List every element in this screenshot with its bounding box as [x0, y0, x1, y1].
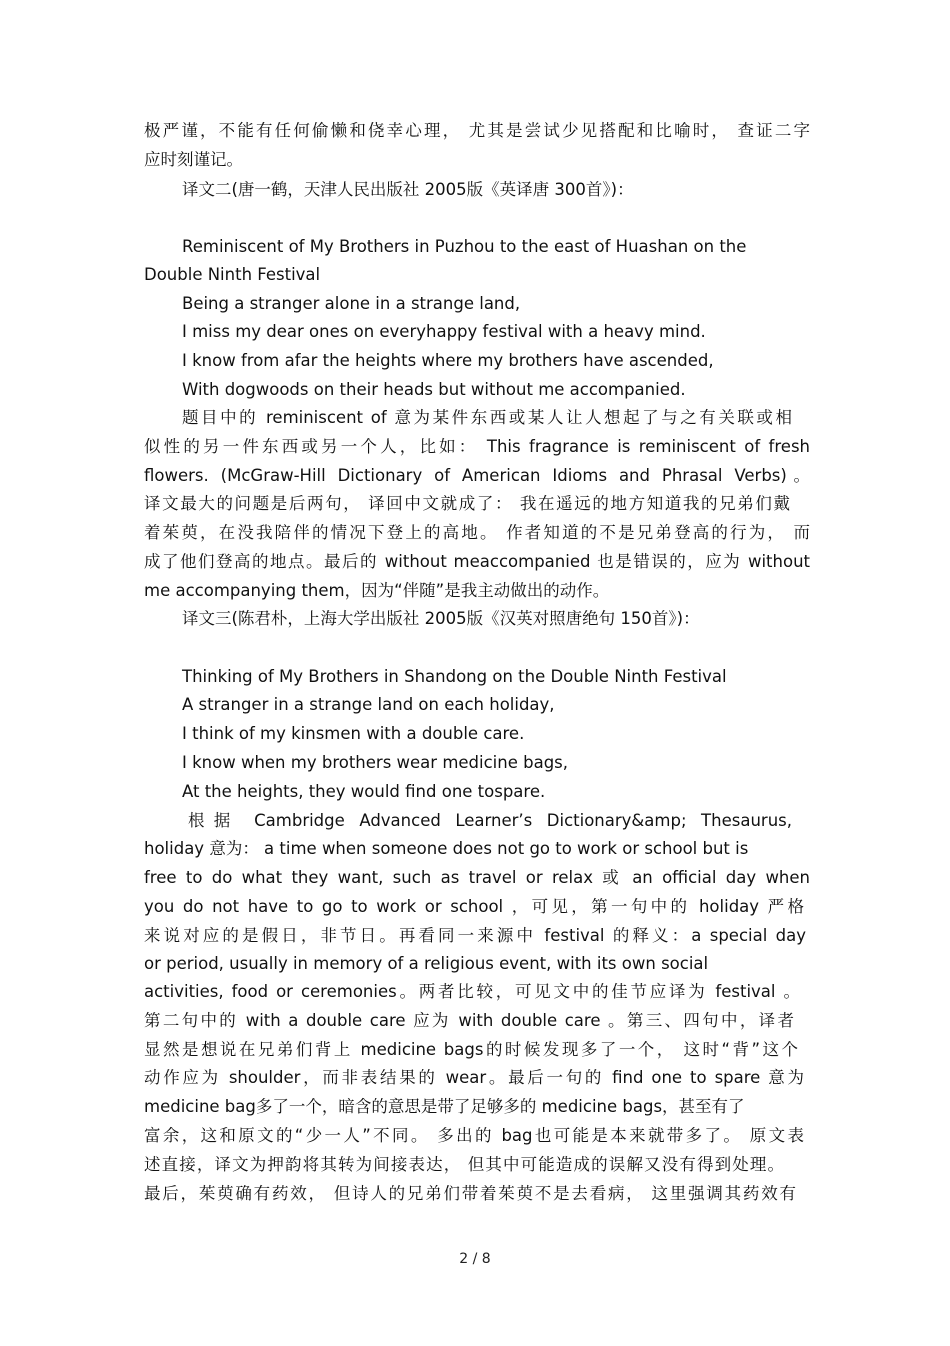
text-line: you do not have to go to work or school ，可见，第一句中的 holiday 严格 [144, 897, 804, 916]
text-line: flowers. (McGraw-Hill Dictionary of American Idioms and Phrasal Verbs)。 [144, 466, 810, 485]
text-line: 应时刻谨记。 [144, 150, 243, 169]
text-line: or period, usually in memory of a religious event, with its own social [144, 954, 709, 973]
page-number: 2 / 8 [459, 1251, 491, 1267]
poem-line: I know when my brothers wear medicine bags, [182, 753, 569, 772]
text-line: 显然是想说在兄弟们背上 medicine bags的时候发现多了一个， 这时“背”这个 [144, 1040, 798, 1059]
translation-heading: 译文三(陈君朴，上海大学出版社 2005版《汉英对照唐绝句 150首》)： [182, 609, 700, 628]
text-line: 来说对应的是假日，非节日。再看同一来源中 festival 的释义：a special day [144, 926, 806, 945]
text-line: 译文最大的问题是后两句， 译回中文就成了： 我在遥远的地方知道我的兄弟们戴 [144, 494, 790, 513]
poem-line: I know from afar the heights where my brothers have ascended, [182, 351, 714, 370]
text-line: 述直接，译文为押韵将其转为间接表达， 但其中可能造成的误解又没有得到处理。 [144, 1155, 784, 1174]
text-line: 似性的另一件东西或另一个人，比如： This fragrance is reminiscent of fresh [144, 437, 810, 456]
text-line: 根据 Cambridge Advanced Learner’s Dictionary&amp; Thesaurus, [188, 811, 792, 830]
poem-line: A stranger in a strange land on each holiday, [182, 695, 555, 714]
text-line: 着茱萸，在没我陪伴的情况下登上的高地。 作者知道的不是兄弟登高的行为， 而 [144, 523, 810, 542]
text-line: 第二句中的 with a double care 应为 with double care 。第三、四句中，译者 [144, 1011, 794, 1030]
text-line: 富余，这和原文的“少一人”不同。 多出的 bag也可能是本来就带多了。 原文表 [144, 1126, 804, 1145]
text-line: 极严谨，不能有任何偷懒和侥幸心理， 尤其是尝试少见搭配和比喻时， 查证二字 [144, 121, 810, 140]
text-line: 动作应为 shoulder，而非表结果的 wear。最后一句的 find one to spare 意为 [144, 1068, 804, 1087]
text-line: medicine bag多了一个，暗含的意思是带了足够多的 medicine bags，甚至有了 [144, 1097, 745, 1116]
text-line: 成了他们登高的地点。最后的 without meaccompanied 也是错误的，应为 without [144, 552, 810, 571]
text-line: activities, food or ceremonies。两者比较，可见文中的佳节应译为 festival 。 [144, 982, 800, 1001]
poem-title-cont: Double Ninth Festival [144, 265, 321, 284]
text-line: 题目中的 reminiscent of 意为某件东西或某人让人想起了与之有关联或相 [182, 408, 792, 427]
poem-title: Reminiscent of My Brothers in Puzhou to the east of Huashan on the [182, 237, 747, 256]
poem-line: At the heights, they would find one tospare. [182, 782, 546, 801]
text-line: free to do what they want, such as travel or relax 或 an official day when [144, 868, 810, 887]
text-line: 最后，茱萸确有药效， 但诗人的兄弟们带着茱萸不是去看病， 这里强调其药效有 [144, 1184, 796, 1203]
text-line: me accompanying them，因为“伴随”是我主动做出的动作。 [144, 581, 610, 600]
poem-line: Being a stranger alone in a strange land, [182, 294, 521, 313]
poem-title: Thinking of My Brothers in Shandong on the Double Ninth Festival [182, 667, 727, 686]
text-line: holiday 意为： a time when someone does not go to work or school but is [144, 839, 749, 858]
poem-line: I think of my kinsmen with a double care. [182, 724, 525, 743]
translation-heading: 译文二(唐一鹤，天津人民出版社 2005版《英译唐 300首》)： [182, 180, 634, 199]
poem-line: I miss my dear ones on everyhappy festival with a heavy mind. [182, 322, 706, 341]
poem-line: With dogwoods on their heads but without me accompanied. [182, 380, 686, 399]
